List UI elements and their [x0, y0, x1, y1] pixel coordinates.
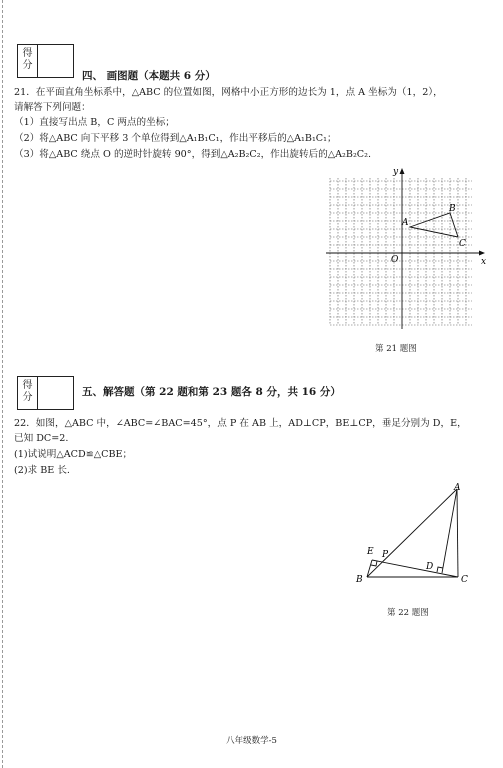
q21-item2: （2）将△ABC 向下平移 3 个单位得到△A₁B₁C₁，作出平移后的△A₁B₁C₁；: [14, 133, 337, 144]
q22-stem-line1: 22．如图，△ABC 中，∠ABC=∠BAC=45°，点 P 在 AB 上，AD⊥CP，BE⊥CP，垂足分别为 D，E，: [14, 418, 467, 429]
line-ce: [372, 560, 458, 577]
q21-caption: 第 21 题图: [375, 344, 417, 354]
score-box-section5: [17, 376, 74, 410]
section5-title: 五、解答题（第 22 题和第 23 题各 8 分，共 16 分）: [82, 386, 341, 398]
q22-item2: (2)求 BE 长.: [14, 465, 70, 476]
point-c-label: C: [459, 239, 466, 249]
side-ac: [457, 489, 458, 577]
point-d-label: D: [426, 562, 434, 572]
q21-item1: （1）直接写出点 B，C 两点的坐标；: [14, 117, 175, 128]
point-c-label: C: [461, 575, 468, 585]
q21-item3: （3）将△ABC 绕点 O 的逆时针旋转 90°，得到△A₂B₂C₂，作出旋转后的△A₂B₂C₂.: [14, 149, 372, 160]
score-blank[interactable]: [38, 377, 73, 409]
q21-stem-line2: 请解答下列问题：: [14, 102, 91, 113]
origin-label: O: [391, 255, 399, 265]
score-label: 得 分: [18, 377, 38, 409]
q22-caption: 第 22 题图: [387, 608, 429, 618]
point-a-label: A: [402, 218, 409, 228]
point-a-label: A: [454, 483, 461, 493]
q22-triangle-figure: [350, 478, 480, 593]
x-axis-label: x: [481, 257, 487, 267]
q22-stem-line2: 已知 DC=2.: [14, 433, 69, 444]
grid-lines: [330, 178, 472, 325]
score-label: 得 分: [18, 45, 38, 77]
y-axis-arrow-icon: [400, 168, 405, 174]
y-axis-label: y: [393, 167, 399, 177]
point-e-label: E: [367, 547, 374, 557]
section4-title: 四、 画图题（本题共 6 分）: [82, 70, 216, 82]
score-blank[interactable]: [38, 45, 73, 77]
binding-margin-line: [2, 0, 3, 768]
q21-coordinate-grid: [322, 165, 490, 333]
page-footer: 八年级数学-5: [226, 736, 277, 746]
point-p-label: P: [382, 550, 389, 560]
point-b-label: B: [449, 204, 456, 214]
q22-item1: (1)试说明△ACD≌△CBE；: [14, 449, 133, 460]
score-box-section4: [17, 44, 74, 78]
point-b-label: B: [356, 575, 363, 585]
x-axis-arrow-icon: [479, 251, 485, 256]
q21-stem-line1: 21．在平面直角坐标系中，△ABC 的位置如图，网格中小正方形的边长为 1，点 A 坐标为（1，2），: [14, 87, 443, 98]
